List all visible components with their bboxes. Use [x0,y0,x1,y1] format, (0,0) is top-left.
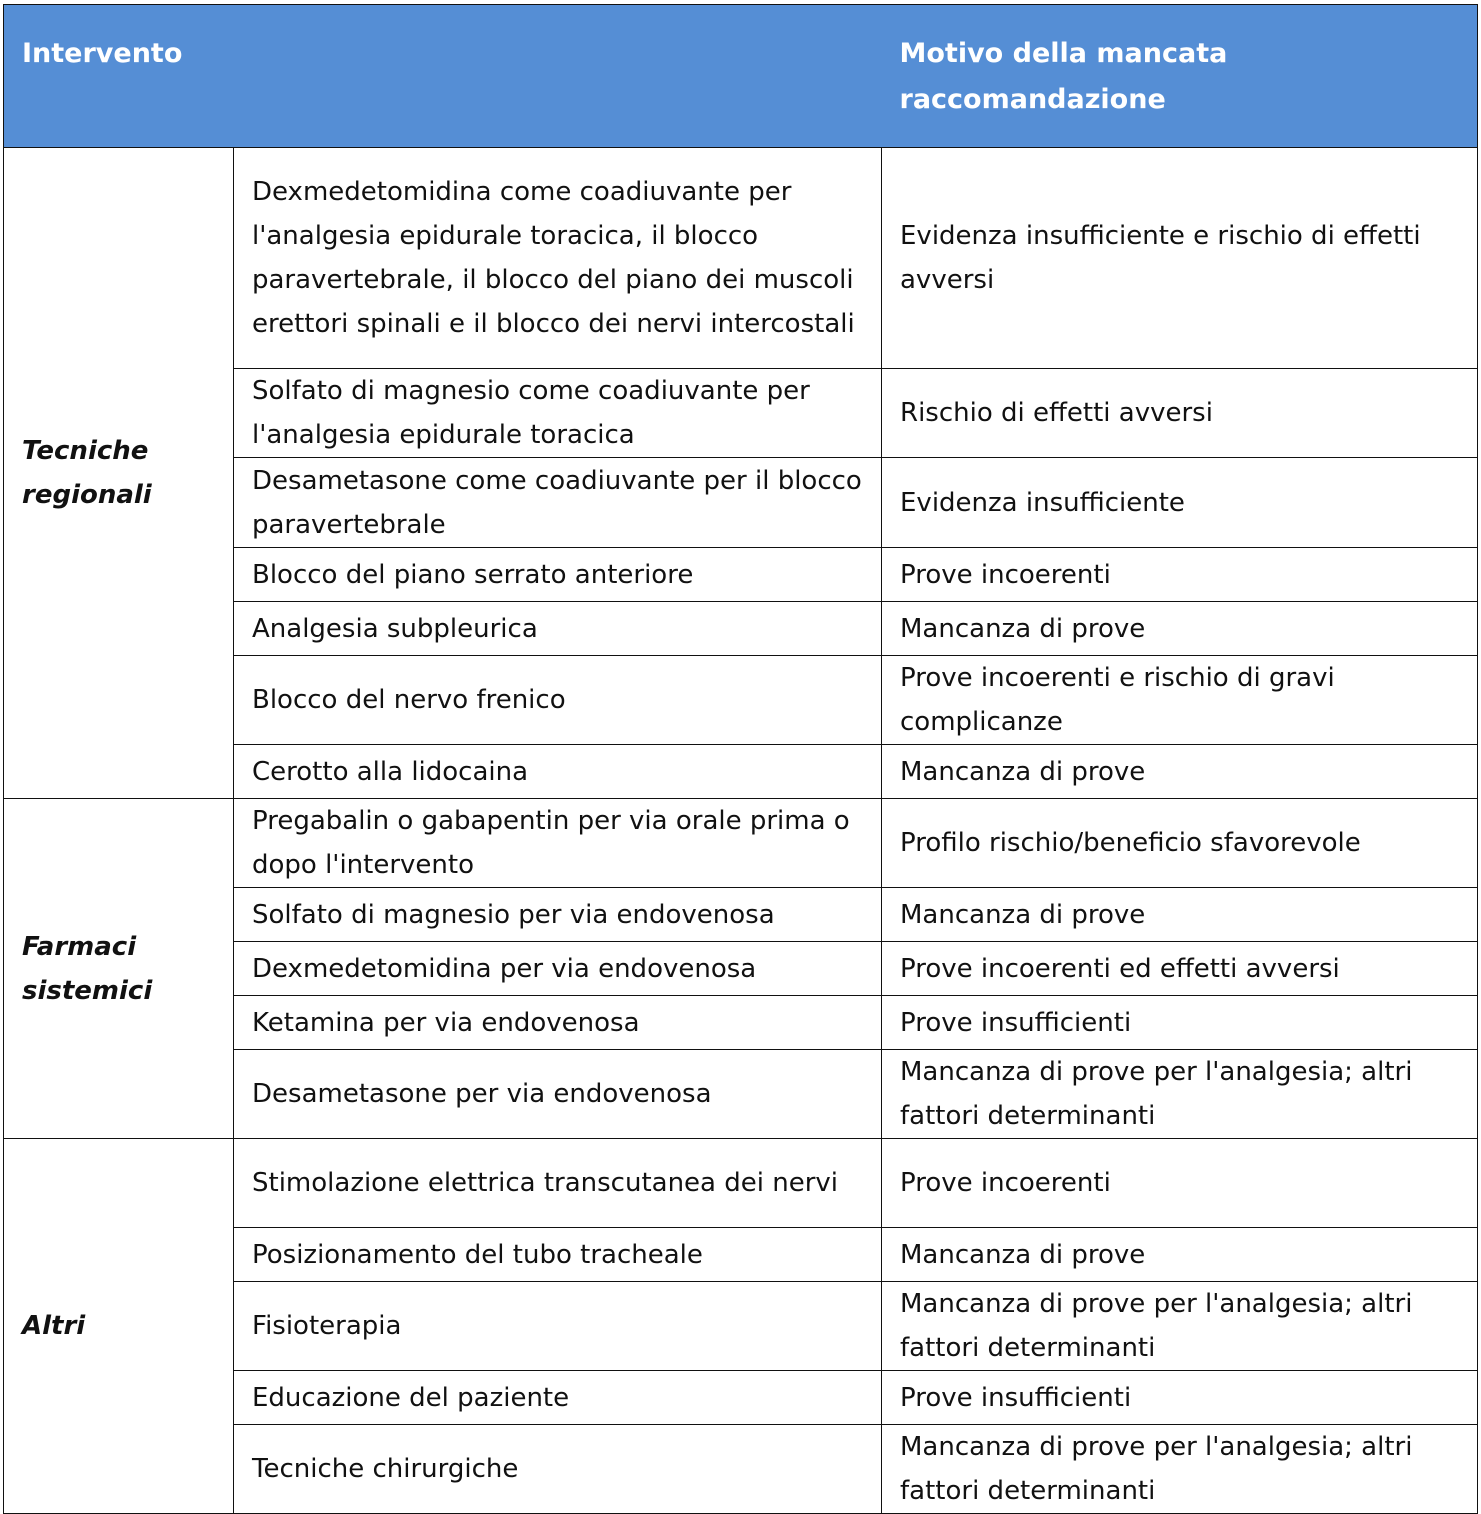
intervention-cell: Tecniche chirurgiche [234,1425,882,1514]
reason-cell: Mancanza di prove [882,602,1478,656]
intervention-cell: Blocco del piano serrato anteriore [234,548,882,602]
group-label: Altri [4,1139,234,1514]
reason-cell: Evidenza insufficiente [882,458,1478,548]
reason-cell: Prove insufficienti [882,1371,1478,1425]
reason-cell: Prove incoerenti e rischio di gravi complicanze [882,656,1478,745]
reason-cell: Evidenza insufficiente e rischio di effetti avversi [882,148,1478,369]
header-reason: Motivo della mancata raccomandazione [882,5,1478,148]
intervention-cell: Fisioterapia [234,1282,882,1371]
header-intervention: Intervento [4,5,882,148]
intervention-cell: Desametasone come coadiuvante per il blocco paravertebrale [234,458,882,548]
reason-cell: Mancanza di prove [882,888,1478,942]
intervention-cell: Stimolazione elettrica transcutanea dei nervi [234,1139,882,1228]
reason-cell: Prove incoerenti [882,548,1478,602]
intervention-cell: Posizionamento del tubo tracheale [234,1228,882,1282]
reason-cell: Prove insufficienti [882,996,1478,1050]
intervention-cell: Blocco del nervo frenico [234,656,882,745]
table-header-row [4,5,1478,148]
intervention-cell: Cerotto alla lidocaina [234,745,882,799]
reason-cell: Prove incoerenti ed effetti avversi [882,942,1478,996]
reason-cell: Mancanza di prove [882,1228,1478,1282]
table-row [4,148,1478,369]
intervention-cell: Educazione del paziente [234,1371,882,1425]
reason-cell: Rischio di effetti avversi [882,369,1478,458]
table-row [4,799,1478,888]
table-body [4,148,1478,1514]
intervention-cell: Analgesia subpleurica [234,602,882,656]
group-label: Farmaci sistemici [4,799,234,1139]
reason-cell: Mancanza di prove per l'analgesia; altri fattori determinanti [882,1282,1478,1371]
intervention-cell: Solfato di magnesio come coadiuvante per l'analgesia epidurale toracica [234,369,882,458]
intervention-cell: Desametasone per via endovenosa [234,1050,882,1139]
intervention-cell: Ketamina per via endovenosa [234,996,882,1050]
reason-cell: Mancanza di prove [882,745,1478,799]
intervention-cell: Solfato di magnesio per via endovenosa [234,888,882,942]
intervention-cell: Dexmedetomidina come coadiuvante per l'analgesia epidurale toracica, il blocco paravertebrale, il blocco del piano dei muscoli erettori spinali e il blocco dei nervi intercostali [234,148,882,369]
reason-cell: Mancanza di prove per l'analgesia; altri fattori determinanti [882,1425,1478,1514]
group-label: Tecniche regionali [4,148,234,799]
intervention-cell: Pregabalin o gabapentin per via orale prima o dopo l'intervento [234,799,882,888]
table-row [4,1139,1478,1228]
reason-cell: Profilo rischio/beneficio sfavorevole [882,799,1478,888]
reason-cell: Mancanza di prove per l'analgesia; altri fattori determinanti [882,1050,1478,1139]
intervention-cell: Dexmedetomidina per via endovenosa [234,942,882,996]
reason-cell: Prove incoerenti [882,1139,1478,1228]
recommendations-table [3,4,1478,1514]
